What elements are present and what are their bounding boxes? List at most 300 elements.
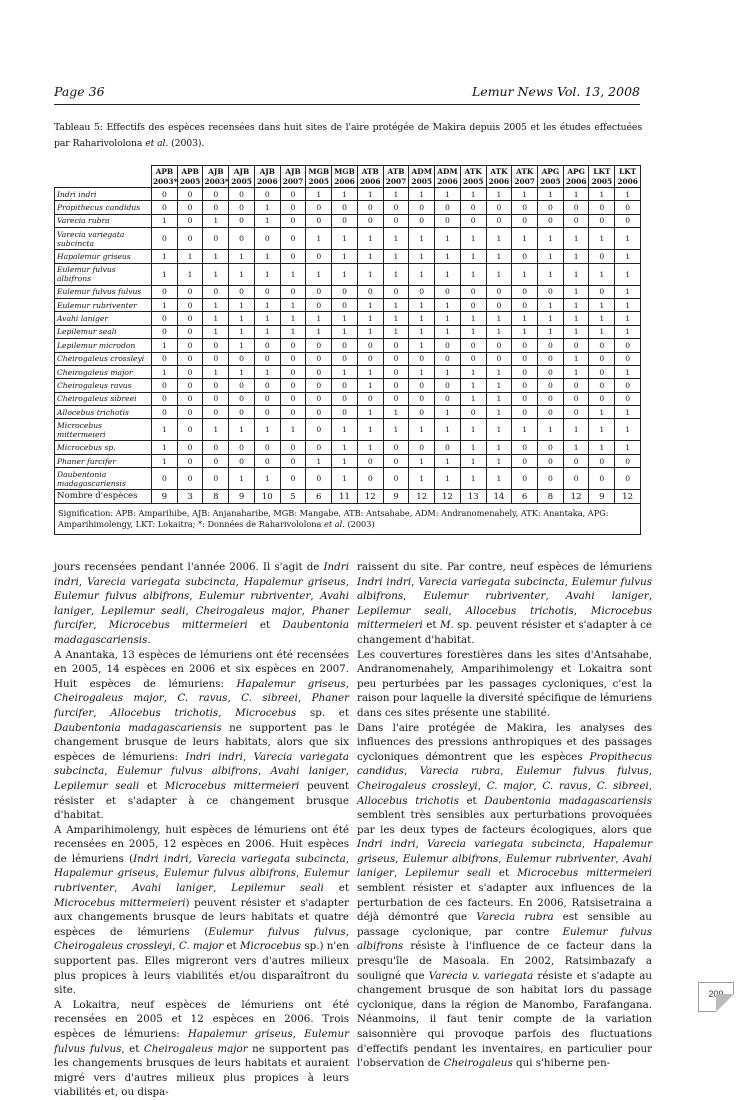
species-name: Avahi laniger: [55, 312, 152, 325]
presence-cell: 0: [203, 339, 229, 352]
column-site: APG: [567, 166, 585, 176]
column-year: 2003*: [204, 176, 229, 186]
presence-cell: 1: [357, 228, 383, 250]
presence-cell: 0: [280, 201, 306, 214]
presence-cell: 1: [460, 441, 486, 454]
species-name: Lepilemur seali: [357, 604, 449, 617]
presence-cell: 1: [486, 392, 512, 405]
presence-cell: 1: [589, 298, 615, 311]
column-site: AJB: [233, 166, 250, 176]
column-site: ATK: [516, 166, 534, 176]
presence-cell: 1: [332, 468, 358, 490]
column-header: [357, 166, 383, 188]
journal-label: Lemur News Vol. 13, 2008: [472, 84, 640, 99]
presence-cell: 0: [229, 441, 255, 454]
presence-cell: 1: [486, 468, 512, 490]
total-cell: 12: [409, 490, 435, 504]
presence-cell: 1: [229, 419, 255, 441]
species-name: M.: [439, 619, 454, 632]
species-name: Hapalemur griseus: [54, 867, 156, 880]
presence-cell: 0: [280, 352, 306, 365]
presence-cell: 0: [460, 352, 486, 365]
presence-cell: 0: [589, 339, 615, 352]
presence-cell: 1: [383, 325, 409, 338]
presence-cell: 0: [589, 392, 615, 405]
presence-cell: 1: [357, 263, 383, 285]
presence-cell: 0: [152, 285, 178, 298]
presence-cell: 1: [615, 188, 641, 201]
presence-cell: 0: [203, 201, 229, 214]
presence-cell: 0: [280, 406, 306, 419]
species-name: Eulemur fulvus albifrons: [55, 263, 152, 285]
table-row: [55, 325, 641, 338]
presence-cell: 1: [332, 263, 358, 285]
presence-cell: 1: [332, 365, 358, 378]
species-name: Lepilemur seali: [405, 867, 491, 880]
presence-cell: 1: [409, 298, 435, 311]
presence-cell: 0: [486, 339, 512, 352]
presence-cell: 1: [409, 365, 435, 378]
presence-cell: 1: [409, 339, 435, 352]
presence-cell: 0: [357, 201, 383, 214]
total-cell: 12: [563, 490, 589, 504]
presence-cell: 1: [254, 312, 280, 325]
species-name: Allocebus trichotis: [110, 706, 219, 719]
species-name: Eulemur fulvus albifrons: [116, 765, 258, 778]
presence-cell: 0: [152, 352, 178, 365]
species-name: Avahi laniger: [565, 590, 649, 603]
presence-cell: 0: [306, 379, 332, 392]
presence-cell: 0: [152, 201, 178, 214]
presence-cell: 1: [538, 188, 564, 201]
species-name: Hapalemur griseus: [243, 575, 346, 588]
presence-cell: 0: [409, 441, 435, 454]
presence-cell: 0: [280, 379, 306, 392]
presence-cell: 1: [512, 188, 538, 201]
presence-cell: 0: [177, 468, 203, 490]
presence-cell: 1: [332, 441, 358, 454]
presence-cell: 0: [177, 352, 203, 365]
presence-cell: 0: [280, 188, 306, 201]
presence-cell: 0: [486, 285, 512, 298]
species-name: Varecia variegata subcincta: [197, 852, 346, 865]
presence-cell: 0: [306, 419, 332, 441]
presence-cell: 1: [203, 312, 229, 325]
presence-cell: 0: [306, 339, 332, 352]
total-cell: 5: [280, 490, 306, 504]
body-column-left: [54, 560, 349, 1100]
presence-cell: 0: [589, 214, 615, 227]
presence-cell: 0: [512, 339, 538, 352]
presence-cell: 0: [563, 379, 589, 392]
presence-cell: 0: [203, 188, 229, 201]
presence-cell: 1: [460, 325, 486, 338]
presence-cell: 1: [563, 441, 589, 454]
presence-cell: 0: [229, 228, 255, 250]
species-name: Lepilemur microdon: [55, 339, 152, 352]
presence-cell: 1: [460, 392, 486, 405]
table-row: [55, 352, 641, 365]
presence-cell: 0: [512, 441, 538, 454]
presence-cell: 0: [332, 285, 358, 298]
column-year: 2006: [359, 176, 381, 186]
presence-cell: 1: [254, 468, 280, 490]
header-corner: [55, 166, 152, 188]
presence-cell: 1: [589, 188, 615, 201]
presence-cell: 0: [152, 468, 178, 490]
presence-cell: 1: [383, 188, 409, 201]
presence-cell: 0: [460, 339, 486, 352]
presence-cell: 0: [512, 214, 538, 227]
presence-cell: 0: [332, 214, 358, 227]
presence-cell: 0: [460, 285, 486, 298]
table-row: [55, 365, 641, 378]
presence-cell: 1: [460, 228, 486, 250]
column-header: [280, 166, 306, 188]
presence-cell: 0: [538, 468, 564, 490]
presence-cell: 0: [383, 441, 409, 454]
presence-cell: 0: [512, 365, 538, 378]
presence-cell: 0: [254, 454, 280, 467]
presence-cell: 0: [306, 201, 332, 214]
presence-cell: 1: [409, 188, 435, 201]
column-year: 2006: [617, 176, 638, 186]
column-header: [177, 166, 203, 188]
presence-cell: 1: [254, 250, 280, 263]
presence-cell: 0: [254, 285, 280, 298]
presence-cell: 1: [563, 419, 589, 441]
species-name: Microcebus mittermeieri: [108, 619, 248, 632]
presence-cell: 0: [357, 339, 383, 352]
presence-cell: 0: [435, 285, 461, 298]
table-row: [55, 250, 641, 263]
presence-cell: 1: [512, 312, 538, 325]
presence-cell: 0: [615, 339, 641, 352]
table-row: [55, 201, 641, 214]
legend-row: [55, 504, 641, 535]
presence-cell: 0: [615, 454, 641, 467]
table-row: [55, 468, 641, 490]
presence-cell: 0: [152, 228, 178, 250]
presence-cell: 0: [383, 285, 409, 298]
species-name: Daubentonia madagascariensis: [55, 468, 152, 490]
presence-cell: 1: [383, 228, 409, 250]
column-site: ATB: [387, 166, 405, 176]
presence-cell: 0: [538, 441, 564, 454]
presence-cell: 1: [409, 312, 435, 325]
presence-cell: 0: [563, 454, 589, 467]
presence-cell: 1: [332, 419, 358, 441]
species-name: Indri indri: [54, 561, 349, 588]
presence-cell: 0: [254, 228, 280, 250]
presence-cell: 0: [280, 339, 306, 352]
presence-cell: 1: [435, 228, 461, 250]
column-header: [383, 166, 409, 188]
presence-cell: 1: [357, 365, 383, 378]
presence-cell: 0: [254, 441, 280, 454]
presence-cell: 1: [409, 468, 435, 490]
column-site: LKT: [619, 166, 637, 176]
presence-cell: 0: [152, 325, 178, 338]
presence-cell: 1: [152, 365, 178, 378]
presence-cell: 0: [615, 214, 641, 227]
presence-cell: 1: [460, 188, 486, 201]
presence-cell: 1: [357, 419, 383, 441]
presence-cell: 1: [589, 228, 615, 250]
column-header: [563, 166, 589, 188]
presence-cell: 0: [152, 392, 178, 405]
species-name: Varecia rubra: [419, 765, 501, 778]
presence-cell: 1: [152, 454, 178, 467]
presence-cell: 0: [152, 312, 178, 325]
presence-cell: 0: [409, 352, 435, 365]
presence-cell: 0: [177, 228, 203, 250]
presence-cell: 0: [280, 468, 306, 490]
presence-cell: 0: [435, 201, 461, 214]
presence-cell: 1: [332, 250, 358, 263]
column-year: 2006: [437, 176, 458, 186]
presence-cell: 0: [538, 379, 564, 392]
presence-cell: 0: [409, 201, 435, 214]
presence-cell: 1: [357, 250, 383, 263]
presence-cell: 0: [177, 392, 203, 405]
column-year: 2006: [334, 176, 355, 186]
presence-cell: 1: [383, 263, 409, 285]
presence-cell: 0: [409, 379, 435, 392]
presence-cell: 1: [229, 468, 255, 490]
total-cell: 12: [357, 490, 383, 504]
presence-cell: 1: [254, 263, 280, 285]
presence-cell: 1: [435, 419, 461, 441]
presence-cell: 0: [589, 365, 615, 378]
presence-cell: 1: [229, 312, 255, 325]
species-name: Microcebus mittermeieri: [164, 779, 300, 792]
presence-cell: 0: [177, 214, 203, 227]
presence-cell: 1: [306, 325, 332, 338]
species-name: Varecia variegata subcincta: [418, 575, 565, 588]
presence-cell: 0: [383, 454, 409, 467]
column-site: ADM: [411, 166, 432, 176]
species-name: Microcebus sp.: [55, 441, 152, 454]
species-name: Avahi laniger: [357, 852, 652, 880]
total-cell: 12: [615, 490, 641, 504]
presence-cell: 0: [306, 352, 332, 365]
column-year: 2007: [385, 176, 407, 186]
presence-cell: 0: [177, 339, 203, 352]
presence-cell: 1: [486, 250, 512, 263]
presence-cell: 1: [177, 263, 203, 285]
presence-cell: 1: [177, 250, 203, 263]
total-label: Nombre d'espèces: [55, 490, 152, 504]
presence-cell: 0: [203, 228, 229, 250]
presence-cell: 1: [589, 441, 615, 454]
species-name: C. sibreei: [241, 692, 298, 705]
presence-cell: 0: [538, 214, 564, 227]
presence-cell: 1: [280, 325, 306, 338]
table-legend: Signification: APB: Amparihibe, AJB: Anjanaharibe, MGB: Mangabe, ATB: Antsahabe, ADM: Andranomenahely, ATK: Anantaka, APG: Amparihimolengy, LKT: Lokaitra; *: Données de Raharivololona et al. (2003): [55, 504, 641, 535]
paragraph: Les couvertures forestières dans les sites d'Antsahabe, Andranomenahely, Amparihimolengy et Lokaitra sont peu perturbées par les passages cycloniques, c'est la raison pour laquelle la diversité spécifique de lémuriens dans ces sites présente une stabilité.: [357, 648, 652, 719]
presence-cell: 1: [512, 419, 538, 441]
species-name: Eulemur fulvus albifrons: [163, 867, 296, 880]
presence-cell: 1: [357, 441, 383, 454]
presence-cell: 1: [383, 419, 409, 441]
table-row: [55, 298, 641, 311]
presence-cell: 1: [538, 228, 564, 250]
table-row: [55, 312, 641, 325]
presence-cell: 0: [589, 285, 615, 298]
presence-cell: 1: [435, 454, 461, 467]
column-header: [435, 166, 461, 188]
presence-cell: 1: [409, 250, 435, 263]
species-name: Microcebus mittermeieri: [55, 419, 152, 441]
presence-cell: 0: [486, 201, 512, 214]
presence-cell: 1: [229, 325, 255, 338]
presence-cell: 1: [203, 214, 229, 227]
presence-cell: 0: [357, 392, 383, 405]
presence-cell: 0: [177, 379, 203, 392]
species-name: Indri indri: [185, 750, 243, 763]
presence-cell: 1: [563, 228, 589, 250]
species-name: Cheirogaleus major: [55, 365, 152, 378]
total-cell: 9: [152, 490, 178, 504]
species-name: Phaner furcifer: [54, 604, 349, 632]
column-header: [203, 166, 229, 188]
page-number-badge[interactable]: 209: [698, 982, 734, 1012]
species-name: Cheirogaleus crossleyi: [55, 352, 152, 365]
presence-cell: 1: [409, 228, 435, 250]
presence-cell: 0: [563, 392, 589, 405]
column-year: 2005: [231, 176, 252, 186]
presence-cell: 0: [435, 214, 461, 227]
presence-cell: 0: [589, 201, 615, 214]
presence-cell: 0: [306, 250, 332, 263]
presence-cell: 1: [357, 298, 383, 311]
presence-cell: 1: [460, 250, 486, 263]
presence-cell: 0: [383, 392, 409, 405]
species-name: Allocebus trichotis: [55, 406, 152, 419]
species-name: Cheirogaleus major: [143, 1042, 248, 1055]
table-row: [55, 214, 641, 227]
presence-cell: 0: [409, 406, 435, 419]
column-header: [152, 166, 178, 188]
column-year: 2007: [282, 176, 304, 186]
presence-cell: 0: [203, 441, 229, 454]
presence-cell: 1: [460, 365, 486, 378]
species-name: C. major: [178, 940, 224, 953]
species-name: Eulemur fulvus albifrons: [54, 590, 190, 603]
species-name: Avahi laniger: [132, 882, 214, 895]
species-name: Lepilemur seali: [231, 882, 324, 895]
presence-cell: 0: [229, 214, 255, 227]
presence-cell: 1: [460, 312, 486, 325]
species-name: Varecia variegata subcincta: [87, 575, 236, 588]
presence-cell: 0: [383, 214, 409, 227]
presence-cell: 1: [460, 263, 486, 285]
presence-cell: 1: [332, 454, 358, 467]
presence-cell: 0: [357, 468, 383, 490]
presence-cell: 1: [615, 285, 641, 298]
presence-cell: 0: [538, 454, 564, 467]
presence-cell: 0: [409, 392, 435, 405]
presence-cell: 1: [538, 325, 564, 338]
paragraph: A Lokaitra, neuf espèces de lémuriens ont été recensées en 2005 et 12 espèces en 2006. Trois espèces de lémuriens: Hapalemur griseus, Eulemur fulvus fulvus, et Cheirogaleus major ne supportent pas les changements brusques de leurs habitats et auraient migré vers d'autres milieux plus propices à leurs viabilités et, ou dispa-: [54, 998, 350, 1099]
presence-cell: 1: [563, 250, 589, 263]
species-name: Eulemur fulvus fulvus: [515, 765, 649, 778]
table-row: [55, 285, 641, 298]
presence-cell: 1: [229, 298, 255, 311]
presence-cell: 1: [203, 298, 229, 311]
species-name: Eulemur fulvus fulvus: [208, 925, 346, 938]
presence-cell: 1: [332, 188, 358, 201]
presence-cell: 1: [306, 454, 332, 467]
presence-cell: 0: [177, 419, 203, 441]
presence-cell: 0: [177, 325, 203, 338]
presence-cell: 1: [486, 188, 512, 201]
presence-cell: 1: [152, 250, 178, 263]
column-year: 2005: [462, 176, 484, 186]
species-name: Microcebus mittermeieri: [54, 896, 186, 909]
presence-cell: 1: [152, 441, 178, 454]
presence-cell: 1: [589, 263, 615, 285]
presence-cell: 1: [460, 419, 486, 441]
species-name: Phaner furcifer: [55, 454, 152, 467]
presence-cell: 1: [589, 325, 615, 338]
presence-cell: 0: [383, 379, 409, 392]
running-header: [54, 84, 640, 105]
presence-cell: 1: [486, 312, 512, 325]
presence-cell: 0: [306, 392, 332, 405]
presence-cell: 0: [538, 406, 564, 419]
presence-cell: 1: [486, 406, 512, 419]
presence-cell: 1: [229, 263, 255, 285]
presence-cell: 1: [152, 214, 178, 227]
presence-cell: 1: [254, 419, 280, 441]
presence-cell: 0: [563, 201, 589, 214]
presence-cell: 1: [409, 325, 435, 338]
presence-cell: 1: [409, 263, 435, 285]
presence-cell: 0: [254, 379, 280, 392]
presence-cell: 1: [152, 419, 178, 441]
presence-cell: 0: [254, 406, 280, 419]
presence-cell: 0: [254, 352, 280, 365]
column-site: ATK: [464, 166, 482, 176]
presence-cell: 0: [538, 339, 564, 352]
presence-cell: 1: [229, 339, 255, 352]
species-name: Daubentonia madagascariensis: [484, 794, 652, 807]
total-cell: 8: [538, 490, 564, 504]
species-name: Indri indri: [357, 575, 412, 588]
presence-cell: 0: [177, 365, 203, 378]
table-row: [55, 188, 641, 201]
presence-cell: 0: [383, 201, 409, 214]
presence-cell: 1: [229, 365, 255, 378]
total-cell: 10: [254, 490, 280, 504]
presence-cell: 1: [460, 379, 486, 392]
presence-cell: 0: [512, 379, 538, 392]
presence-cell: 0: [512, 352, 538, 365]
presence-cell: 0: [306, 406, 332, 419]
presence-cell: 0: [512, 250, 538, 263]
species-name: Cheirogaleus sibreei: [55, 392, 152, 405]
presence-cell: 1: [538, 298, 564, 311]
presence-cell: 1: [280, 419, 306, 441]
species-name: Eulemur fulvus albifrons: [357, 575, 653, 603]
column-year: 2006: [488, 176, 510, 186]
presence-cell: 0: [332, 201, 358, 214]
presence-cell: 1: [563, 312, 589, 325]
species-name: Eulemur albifrons: [402, 852, 499, 865]
presence-cell: 1: [435, 298, 461, 311]
